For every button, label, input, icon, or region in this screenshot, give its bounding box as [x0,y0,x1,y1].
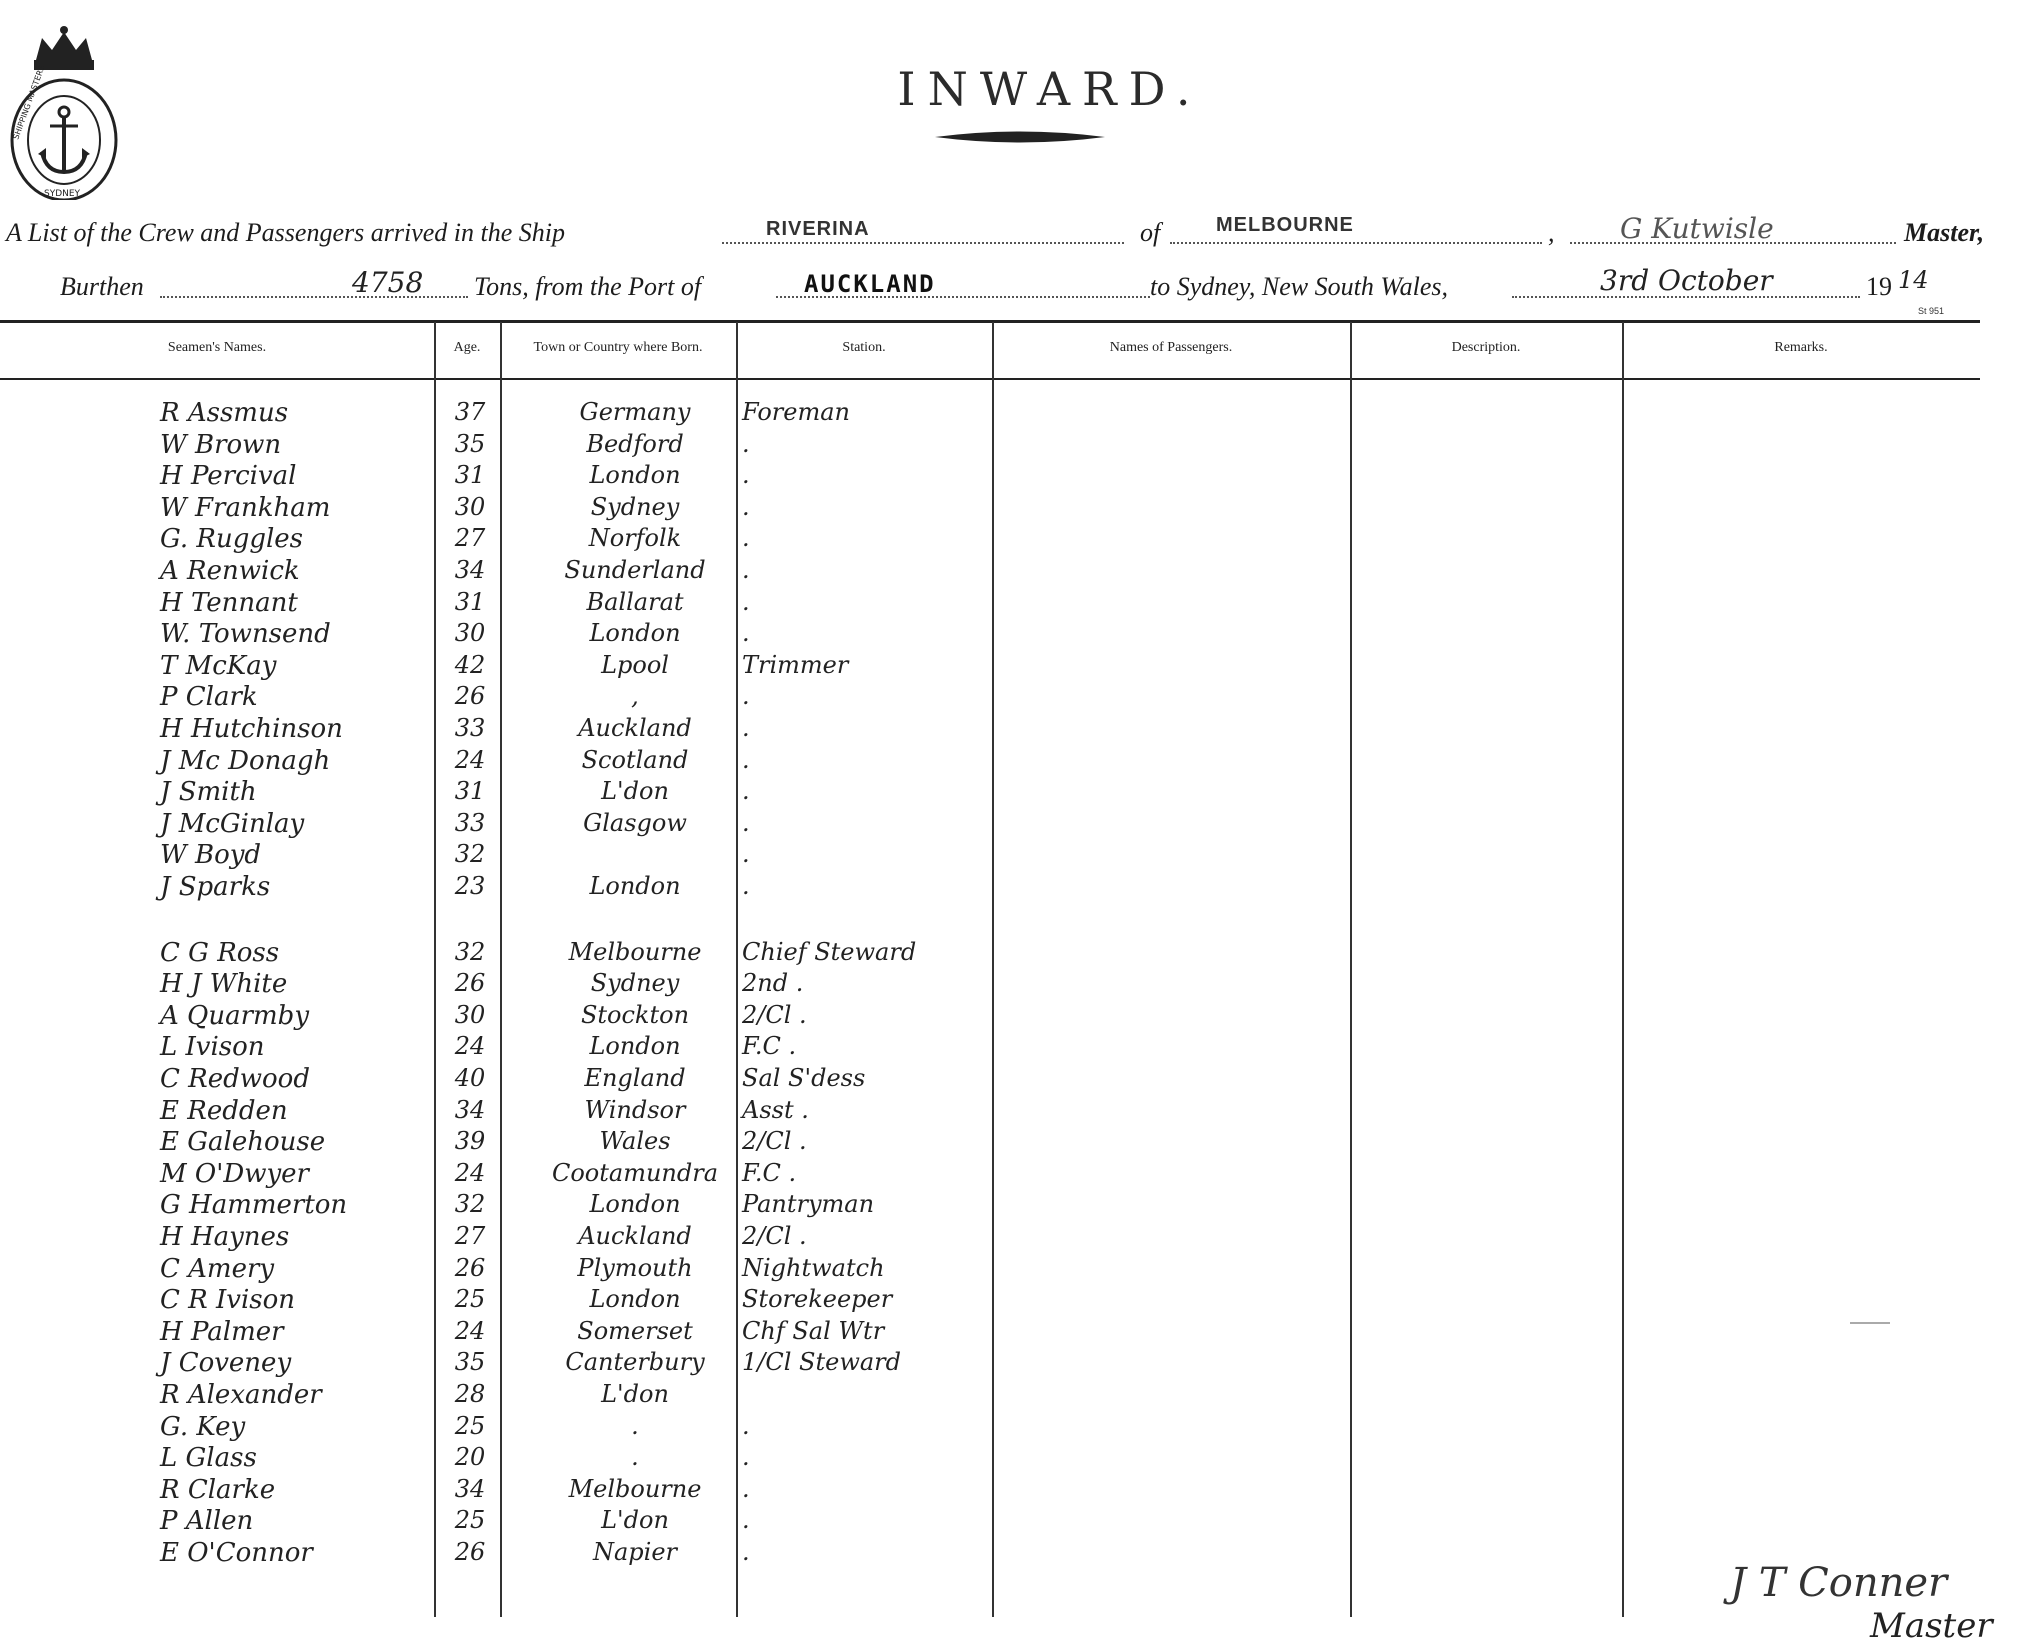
crew-birthplace: L'don [601,777,669,806]
crew-age: 27 [454,524,486,553]
document-title: INWARD. [897,62,1203,116]
home-port-dotted-line [1170,240,1542,244]
crew-age: 33 [454,714,486,742]
crew-name: C R Ivison [160,1285,296,1316]
from-port: AUCKLAND [804,270,936,298]
crew-birthplace: Plymouth [577,1253,693,1282]
crew-age: 30 [454,619,486,648]
comma: , [1548,218,1555,247]
crew-age: 42 [454,650,486,679]
crew-age: 31 [454,777,486,806]
crew-birthplace: London [589,1032,681,1061]
crew-age: 25 [454,1411,486,1440]
crew-name: G. Key [160,1411,246,1442]
col-header-passenger-names: Names of Passengers. [1109,340,1233,355]
home-port: MELBOURNE [1216,214,1354,236]
crew-birthplace: Scotland [581,745,689,774]
crew-birthplace: , [631,682,639,711]
crew-age: 34 [454,1474,486,1503]
crew-station: F.C . [742,1158,797,1187]
crew-birthplace: Somerset [577,1316,693,1345]
crew-birthplace: Cootamundra [551,1158,719,1187]
master-label: Master, [1904,218,1985,247]
crew-age: 27 [454,1222,486,1250]
year-suffix: 14 [1898,266,1929,294]
crew-birthplace: Napier [592,1538,678,1566]
crew-name: R Alexander [160,1380,322,1410]
crew-birthplace: Ballarat [586,587,684,616]
crew-name: H Palmer [160,1316,284,1347]
crew-station: . [742,1474,750,1503]
crew-age: 32 [454,840,486,869]
crew-age: 24 [454,745,486,774]
crew-name: H Tennant [160,587,298,618]
crew-age: 39 [454,1127,486,1156]
crew-birthplace: London [589,872,681,900]
crew-name: P Clark [160,682,258,713]
crew-station: Asst . [742,1095,809,1124]
col-divider-6 [1622,322,1624,1617]
crew-station: . [742,556,750,584]
crew-age: 26 [454,682,486,711]
crew-birthplace: Stockton [580,1000,690,1029]
form-number: St 951 [1918,306,1945,316]
crew-name: L Ivison [160,1032,265,1063]
crew-age: 24 [454,1316,486,1345]
crew-name: H Haynes [160,1222,290,1252]
col-header-remarks: Remarks. [1774,340,1828,355]
crew-birthplace: London [589,461,681,490]
col-header-seamen-names: Seamen's Names. [167,340,267,355]
crew-age: 40 [454,1064,486,1092]
crew-birthplace: Auckland [578,1222,692,1250]
crew-birthplace: Bedford [586,429,684,458]
crew-name: J Coveney [160,1348,292,1379]
crew-name: C Amery [160,1253,275,1284]
to-sydney-label: to Sydney, New South Wales, [1150,272,1449,301]
crew-name: E Redden [160,1095,288,1126]
crew-station: . [742,492,750,521]
crew-station: . [742,587,750,616]
crew-station: Sal S'dess [742,1064,866,1092]
crew-name: P Allen [160,1506,254,1537]
crew-station: Storekeeper [742,1285,893,1314]
remarks-dash-mark [1850,1322,1890,1324]
crew-age: 20 [454,1443,486,1472]
crew-name: W. Townsend [160,619,331,650]
crew-birthplace: Wales [599,1127,671,1156]
year-prefix: 19 [1866,272,1892,301]
crew-name: J Smith [160,777,257,808]
crew-birthplace: Glasgow [583,808,687,837]
crew-name: J Mc Donagh [160,745,331,776]
crew-birthplace: L'don [601,1506,669,1535]
crew-age: 34 [454,1095,486,1124]
crew-name: W Boyd [160,840,262,871]
header-line1-prefix: A List of the Crew and Passengers arrived in the Ship [6,218,565,247]
crew-station: 2nd . [742,969,804,998]
crew-name: H Percival [160,461,297,492]
crew-station: . [742,461,750,490]
crew-birthplace: Sydney [590,492,680,521]
crew-age: 33 [454,808,486,837]
crew-station: 2/Cl . [742,1127,807,1156]
master-signature: J T Conner [1730,1560,1948,1606]
crew-station: . [742,808,750,837]
crew-name: C G Ross [160,937,280,968]
crew-name: W Brown [160,429,282,460]
crew-birthplace: Sydney [590,969,680,998]
crew-name: A Quarmby [160,1000,310,1031]
crew-station: . [742,524,750,553]
crew-station: 1/Cl Steward [742,1348,901,1377]
crew-birthplace: London [589,1190,681,1219]
crew-station: . [742,714,750,742]
crew-age: 25 [454,1506,486,1535]
crew-station: Foreman [742,398,850,426]
crew-station: 2/Cl . [742,1000,807,1029]
crew-age: 35 [454,1348,486,1377]
title-ornament [935,130,1105,144]
crew-name: R Clarke [160,1474,276,1505]
crew-age: 26 [454,1538,486,1566]
col-divider-5 [1350,322,1352,1617]
crew-age: 25 [454,1285,486,1314]
crew-station: . [742,1538,750,1566]
crew-age: 32 [454,937,486,966]
crew-age: 31 [454,461,486,490]
signature-title: Master [1870,1606,1993,1646]
crew-station: . [742,1443,750,1472]
crew-birthplace: Auckland [578,714,692,742]
crew-birthplace: England [584,1064,686,1092]
crew-station: . [742,619,750,648]
crew-name: R Assmus [160,398,289,428]
crew-age: 24 [454,1032,486,1061]
crew-birthplace: London [589,619,681,648]
tons-from-label: Tons, from the Port of [474,272,702,301]
crew-birthplace: . [631,1411,639,1440]
crew-birthplace: Melbourne [568,937,702,966]
crew-station: . [742,682,750,711]
crew-station: Nightwatch [742,1253,885,1282]
crew-age: 30 [454,1000,486,1029]
crew-name: E Galehouse [160,1127,326,1158]
crew-name: M O'Dwyer [160,1158,309,1189]
burthen-label: Burthen [60,272,144,301]
crew-age: 37 [454,398,486,426]
crew-birthplace: . [631,1443,639,1472]
crew-station: . [742,840,750,869]
crew-station: Pantryman [742,1190,875,1219]
crew-birthplace: Lpool [601,650,669,679]
seal-lettering: SHIPPING MASTERS [11,64,47,141]
crew-name: G Hammerton [160,1190,348,1221]
crew-name: A Renwick [160,556,300,586]
crew-station: 2/Cl . [742,1222,807,1250]
col-header-description: Description. [1451,340,1521,355]
arrival-date: 3rd October [1600,264,1773,297]
crew-birthplace: Sunderland [564,556,706,584]
crew-age: 26 [454,1253,486,1282]
master-name: G Kutwisle [1620,212,1774,245]
crew-station: . [742,429,750,458]
tonnage: 4758 [352,266,424,299]
crew-birthplace: Germany [579,398,691,426]
crew-station: Trimmer [742,650,849,679]
col-divider-1 [434,322,436,1617]
col-header-station: Station. [842,340,886,355]
crew-age: 26 [454,969,486,998]
crew-name: T McKay [160,650,277,681]
crew-station: . [742,1506,750,1535]
crew-birthplace: Canterbury [565,1348,705,1377]
crew-birthplace: L'don [601,1380,669,1408]
crew-age: 30 [454,492,486,521]
crew-name: W Frankham [160,492,331,523]
crew-age: 28 [454,1380,486,1408]
of-label: of [1140,218,1161,247]
crew-age: 34 [454,556,486,584]
crew-birthplace: Norfolk [588,524,682,553]
crew-name: H Hutchinson [160,714,343,744]
crew-age: 23 [454,872,486,900]
col-header-age: Age. [453,340,481,355]
crew-name: L Glass [160,1443,257,1474]
crew-name: J Sparks [160,872,271,902]
crew-station: . [742,777,750,806]
crew-name: C Redwood [160,1064,310,1094]
crew-name: G. Ruggles [160,524,304,555]
col-divider-2 [500,322,502,1617]
crew-station: . [742,745,750,774]
crew-station: . [742,1411,750,1440]
crew-name: J McGinlay [160,808,305,839]
crew-name: E O'Connor [160,1538,313,1568]
crew-age: 32 [454,1190,486,1219]
table-top-rule [0,320,1980,323]
crew-birthplace: Windsor [584,1095,686,1124]
crew-name: H J White [160,969,288,1000]
crew-station: Chief Steward [742,937,917,966]
col-header-birthplace: Town or Country where Born. [533,340,703,355]
crew-age: 24 [454,1158,486,1187]
crew-station: . [742,872,750,900]
crew-age: 35 [454,429,486,458]
crew-age: 31 [454,587,486,616]
crew-station: Chf Sal Wtr [742,1316,885,1345]
svg-text:SYDNEY: SYDNEY [44,189,81,199]
table-header-rule [0,378,1980,380]
ship-name: RIVERINA [766,218,870,240]
crew-birthplace: Melbourne [568,1474,702,1503]
crew-birthplace: London [589,1285,681,1314]
crew-station: F.C . [742,1032,797,1061]
